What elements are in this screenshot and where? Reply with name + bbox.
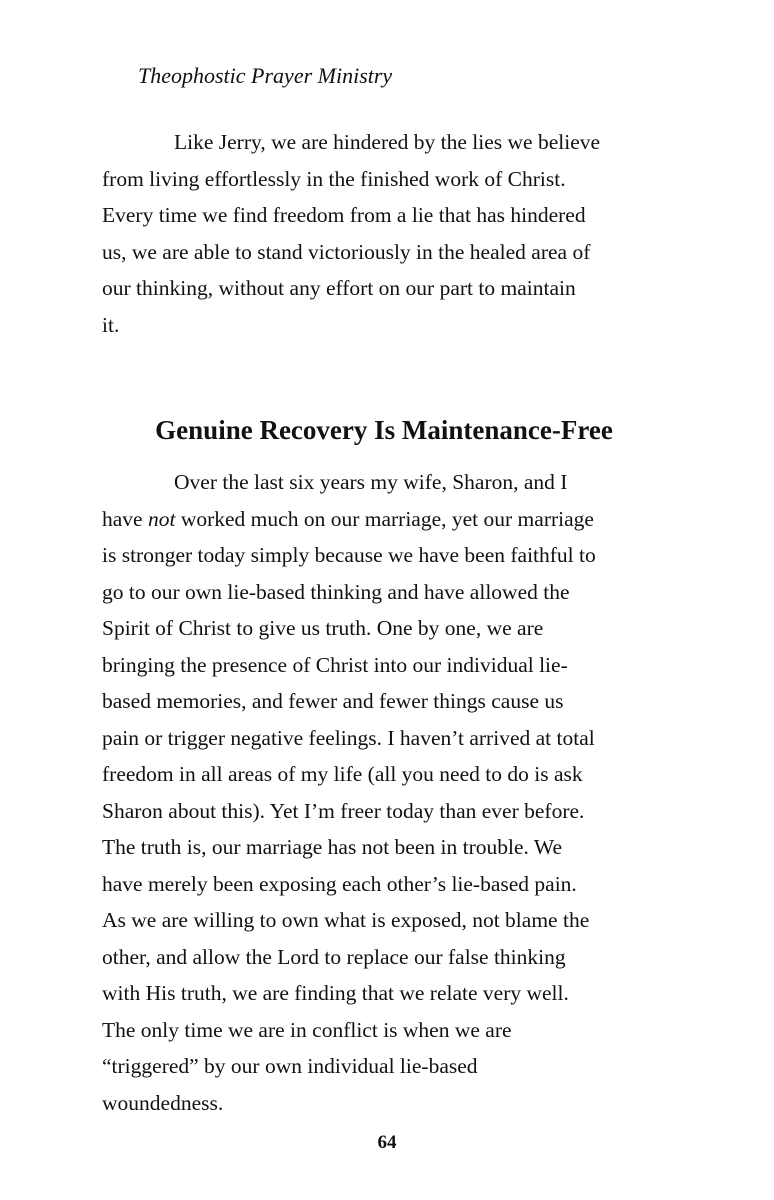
emphasis-text: not	[147, 506, 176, 531]
line-text: worked much on our marriage, yet our marriage	[175, 506, 594, 531]
line-text: have	[102, 506, 148, 531]
paragraph-line: woundedness.	[102, 1090, 224, 1115]
paragraph-jerry	[102, 124, 682, 343]
paragraph-line: based memories, and fewer and fewer things cause us	[102, 689, 564, 713]
paragraph-line: Every time we find freedom from a lie that has hindered	[102, 203, 586, 227]
paragraph-line	[102, 501, 682, 538]
paragraph-line: Sharon about this). Yet I’m freer today than ever before.	[102, 798, 585, 823]
paragraph-line: is stronger today simply because we have been faithful to	[102, 543, 596, 567]
paragraph-line: from living effortlessly in the finished work of Christ.	[102, 166, 566, 191]
paragraph-line: it.	[102, 312, 120, 337]
paragraph-line: bringing the presence of Christ into our individual lie-	[102, 652, 568, 677]
running-header: Theophostic Prayer Ministry	[138, 63, 393, 88]
section-heading-text: Genuine Recovery Is Maintenance-Free	[155, 415, 613, 445]
section-heading	[0, 410, 774, 450]
page-number: 64	[377, 1132, 397, 1153]
paragraph-line: Like Jerry, we are hindered by the lies we believe	[174, 130, 601, 154]
paragraph-line: have merely been exposing each other’s lie-based pain.	[102, 871, 577, 896]
paragraph-line: As we are willing to own what is exposed, not blame the	[102, 908, 590, 932]
paragraph-line: Spirit of Christ to give us truth. One by one, we are	[102, 616, 544, 640]
paragraph-line: pain or trigger negative feelings. I haven’t arrived at total	[102, 725, 595, 750]
paragraph-line: The only time we are in conflict is when we are	[102, 1017, 512, 1042]
paragraph-line: freedom in all areas of my life (all you need to do is ask	[102, 762, 583, 786]
paragraph-line: our thinking, without any effort on our part to maintain	[102, 276, 576, 300]
paragraph-line: “triggered” by our own individual lie-based	[102, 1054, 478, 1078]
paragraph-line: other, and allow the Lord to replace our false thinking	[102, 944, 566, 969]
paragraph-line: The truth is, our marriage has not been in trouble. We	[102, 835, 562, 859]
paragraph-line: us, we are able to stand victoriously in the healed area of	[102, 239, 591, 264]
paragraph-line: Over the last six years my wife, Sharon, and I	[174, 470, 568, 494]
paragraph-line: go to our own lie-based thinking and have allowed the	[102, 579, 570, 604]
paragraph-line: with His truth, we are finding that we relate very well.	[102, 981, 569, 1005]
paragraph-marriage	[102, 464, 682, 1121]
